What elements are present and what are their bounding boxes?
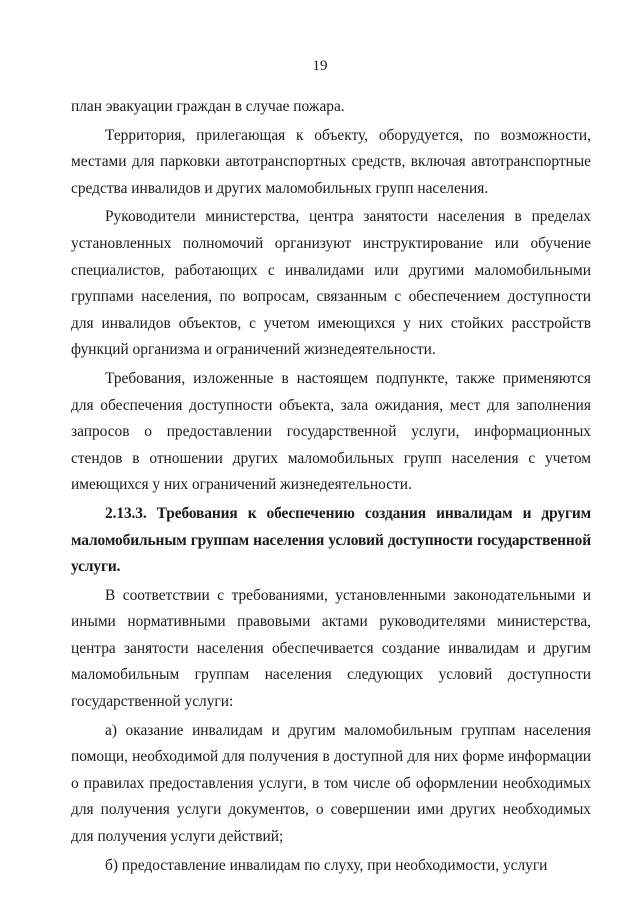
paragraph-conditions-intro: В соответствии с требованиями, установленными законодательными и иными нормативными правовыми актами руководителями министерства, центра занятости населения обеспечивается создание инвалидам и другим маломобильным группам населения следующих условий доступности государственной услуги: (71, 586, 591, 711)
paragraph-parking: Территория, прилегающая к объекту, оборудуется, по возможности, местами для парковки автотранспортных средств, включая автотранспортные средства инвалидов и других маломобильных групп населения. (71, 126, 591, 197)
paragraph-accessibility-requirements: Требования, изложенные в настоящем подпункте, также применяются для обеспечения доступности объекта, зала ожидания, мест для заполнения запросов о предоставлении государственной услуги, информационных стендов в отношении других маломобильных групп населения с учетом имеющихся у них ограничений жизнедеятельности. (71, 369, 591, 494)
page-number: 19 (312, 58, 328, 74)
paragraph-continuation: план эвакуации граждан в случае пожара. (71, 98, 345, 115)
list-item-a: а) оказание инвалидам и другим маломобильным группам населения помощи, необходимой для получения в доступной для них форме информации о правилах предоставления услуги, в том числе об оформлении необходимых для получения услуги документов, о совершении ими других необходимых для получения услуги действий; (71, 721, 591, 846)
section-heading-2-13-3: 2.13.3. Требования к обеспечению создания инвалидам и другим маломобильным группам населения условий доступности государственной услуги. (71, 504, 591, 576)
document-body (71, 94, 591, 879)
list-item-b: б) предоставление инвалидам по слуху, при необходимости, услуги (105, 856, 548, 874)
paragraph-staff-training: Руководители министерства, центра занятости населения в пределах установленных полномочий организуют инструктирование или обучение специалистов, работающих с инвалидами или другими маломобильными группами населения, по вопросам, связанным с обеспечением доступности для инвалидов объектов, с учетом имеющихся у них стойких расстройств функций организма и ограничений жизнедеятельности. (71, 208, 591, 359)
